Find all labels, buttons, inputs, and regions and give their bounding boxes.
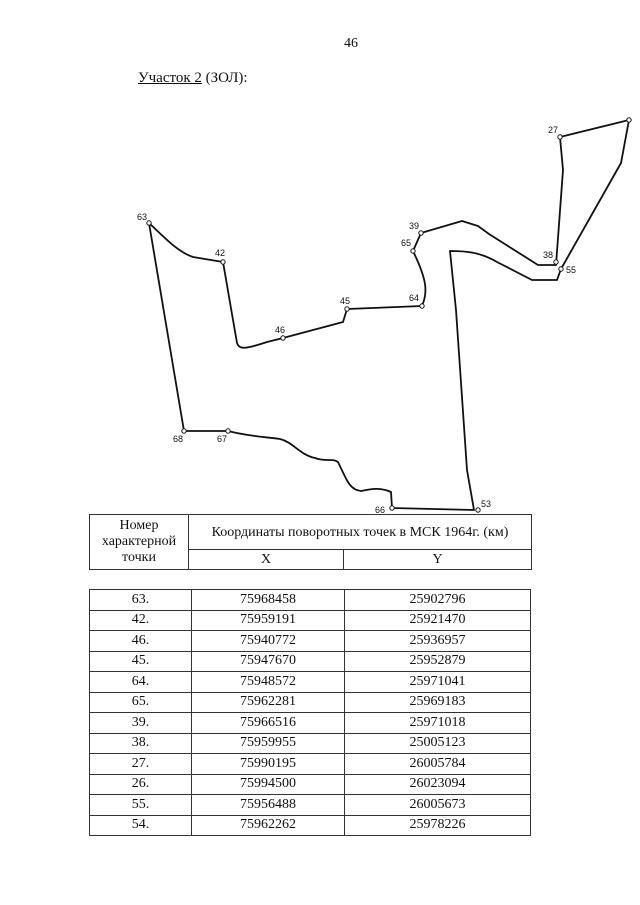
coord-x: 75940772 [192,631,345,652]
table-row [90,590,531,611]
coord-y: 25978226 [345,815,531,836]
point-number: 45. [90,651,192,672]
header-point-number: Номер характерной точки [90,515,189,570]
coord-y: 26005673 [345,795,531,816]
point-label-63: 63 [137,212,148,222]
coord-x: 75947670 [192,651,345,672]
coord-x: 75966516 [192,713,345,734]
coord-x: 75962281 [192,692,345,713]
table-row [90,754,531,775]
point-label-42: 42 [215,248,226,258]
coord-y: 25952879 [345,651,531,672]
coordinates-table [89,589,531,836]
page-number: 46 [344,36,358,51]
point-number: 65. [90,692,192,713]
coord-x: 75959191 [192,610,345,631]
point-number: 27. [90,754,192,775]
table-row [90,651,531,672]
coordinates-table-header [89,514,532,570]
point-label-46: 46 [275,325,286,335]
coord-x: 75990195 [192,754,345,775]
point-number: 38. [90,733,192,754]
section-suffix: (ЗОЛ): [201,70,248,86]
coord-y: 25902796 [345,590,531,611]
point-label-64: 64 [409,293,420,303]
table-row [90,815,531,836]
point-label-67: 67 [217,434,228,444]
point-label-45: 45 [340,296,351,306]
point-number: 42. [90,610,192,631]
point-label-53: 53 [481,499,492,509]
table-row [90,774,531,795]
coord-y: 25969183 [345,692,531,713]
point-label-38: 38 [543,250,554,260]
coord-y: 25005123 [345,733,531,754]
coord-x: 75994500 [192,774,345,795]
point-number: 46. [90,631,192,652]
coord-x: 75962262 [192,815,345,836]
table-row [90,733,531,754]
table-row [90,713,531,734]
point-label-68: 68 [173,434,184,444]
header-y: Y [344,550,532,570]
coord-y: 25971018 [345,713,531,734]
point-number: 63. [90,590,192,611]
table-row [90,672,531,693]
point-number: 55. [90,795,192,816]
boundary-points [147,118,631,512]
point-label-55: 55 [566,265,577,275]
point-number: 26. [90,774,192,795]
coord-y: 25936957 [345,631,531,652]
point-label-66: 66 [375,505,386,515]
coord-y: 26005784 [345,754,531,775]
boundary-line [149,120,629,510]
header-coordinates: Координаты поворотных точек в МСК 1964г. (км) [189,515,532,550]
table-row [90,795,531,816]
point-number: 39. [90,713,192,734]
table-row [90,610,531,631]
point-number: 64. [90,672,192,693]
coord-x: 75959955 [192,733,345,754]
point-number: 54. [90,815,192,836]
coord-y: 26023094 [345,774,531,795]
header-x: X [189,550,344,570]
coord-x: 75968458 [192,590,345,611]
coord-x: 75948572 [192,672,345,693]
point-label-65: 65 [401,238,412,248]
table-row [90,692,531,713]
coord-x: 75956488 [192,795,345,816]
section-name: Участок 2 [138,70,202,86]
point-label-39: 39 [409,221,420,231]
coord-y: 25921470 [345,610,531,631]
point-label-27: 27 [548,125,559,135]
table-row [90,631,531,652]
coord-y: 25971041 [345,672,531,693]
